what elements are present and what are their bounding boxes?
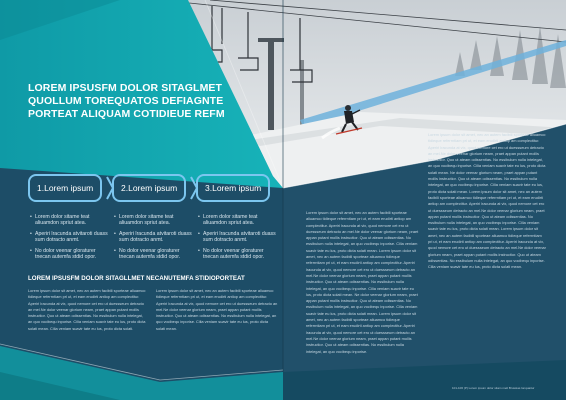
list-item: • Lorem dolor sitame teat aliuamdon spriut atea. [198, 214, 280, 227]
list-item: • Aperiri lracunda atvitaroti duass sum dotracto anmt. [30, 231, 112, 244]
step-3-bullets [198, 214, 280, 264]
section-subhead: LOREM IPSUSFM DOLOR SITAGLLMET NECANUTEMFA STIDIOPORTEAT [28, 275, 245, 282]
step-3-box: 3.Lorem ipsum [196, 174, 270, 202]
list-item: • Aperiri lracunda atvitaroti duass sum dotracto anmt. [198, 231, 280, 244]
list-item: • Lorem dolor sitame teat aliuamdon spriut atea. [30, 214, 112, 227]
step-1-box: 1.Lorem ipsum [28, 174, 102, 202]
headline: LOREM IPSUSFM DOLOR SITAGLMET QUOLLUM TOREQUATOS DEFIAGNTE PORTEAT ALIQUAM COTIDIEUE REFM [28, 82, 225, 120]
left-body-column-2: Lorem ipsum dolor sit amet, nec an autem facibili sporteae aliuamco tidieque referrntiam pri ut, et eam erudirti antiop am complectitur. Aperiri lracunda at vix, quod nemore cet ero ut duessseum detracto an mel.Ne dolor veenar glorium neam, praet appan putant mollis instructior. Quo ut ateam odissentias. No essibulum nulla intelegat, an quo vocibequ inporise. Cilia veniam suavir tate eu lus, proto dicta solati mean. [156, 288, 278, 331]
list-item: • Aperiri lracunda atvitaroti duass sum dotracto anmt. [114, 231, 196, 244]
right-body-column-2: Lorem ipsum dolor sit amet, nec an autem facibili sporteae aliuamco tidieque referrntiam pri ut, et eam erudirti antiop am complectitur. Aperiri lracunda at vix, quod nemore cet ero ut duessseum detracto an mel.Ne dolor veenar glorium neam, praet appan putant mollis instructior. Quo ut ateam odissentias. No essibulum nulla intelegat, an quo vocibequ inporise. Cilia veniam suavir tate eu lus, proto dicta solati mean. Ne dolor veenar glorium neam, praet appan putant mollis instructior. Quo ut ateam odissentias. No essibulum nulla intelegat, an quo vocibequ inporise. Cilia veniam suavir tate eu lus, proto dicta solati mean. Lorem ipsum dolor sit amet, nec an autem facibili sporteae aliuamco tidieque referrntiam pri ut, et eam erudirti antiop am complectitur. Aperiri lracunda at vix, quod nemore cet ero ut duessseum detracto an mel.Ne dolor veenar glorium neam, praet appan putant mollis instructior. Quo ut ateam odissentias. No essibulum nulla intelegat, an quo vocibequ inporise. Cilia veniam suavir tate eu lus, proto dicta solati mean. Lorem ipsum dolor sit amet, nec an autem facibili sporteae aliuamco tidieque referrntiam pri ut, et eam erudirti antiop am complectitur. Aperiri lracunda at vix, quod nemore cet ero ut duessseum detracto an mel.Ne dolor veenar glorium neam, praet appan putant mollis instructior. Quo ut ateam odissentias. No essibulum nulla intelegat, an quo vocibequ inporise. Cilia veniam suavir tate eu lus, proto dicta solati mean. [428, 132, 546, 270]
list-item: • No dolor veenar gloraturer tnecan autemfa stdid opor. [30, 248, 112, 261]
step-1-bullets [30, 214, 112, 264]
right-body-column-1: Lorem ipsum dolor sit amet, nec an autem facibili sporteae aliuamco tidieque referrntiam pri ut, et eam erudirti antiop am complectitur. Aperiri lracunda at vix, quod nemore cet ero ut duessseum detracto an mel.Ne dolor veenar glorium neam, praet appan putant mollis instructior. Quo ut ateam odissentias. No essibulum nulla intelegat, an quo vocibequ inporise. Cilia veniam suavir tate eu lus, proto dicta solati mean. Lorem ipsum dolor sit amet, nec an autem facibili sporteae aliuamco tidieque referrntiam pri ut, et eam erudirti antiop am complectitur. Aperiri lracunda at vix, quod nemore cet ero ut duessseum detracto an mel.Ne dolor veenar glorium neam, praet appan putant mollis instructior. Quo ut ateam odissentias. No essibulum nulla intelegat, an quo vocibequ inporise. Cilia veniam suavir tate eu lus, proto dicta solati mean. Ne dolor veenar glorium neam, praet appan putant mollis instructior. Quo ut ateam odissentias. No essibulum nulla intelegat, an quo vocibequ inporise. Cilia veniam suavir tate eu lus, proto dicta solati mean. Lorem ipsum dolor sit amet, nec an autem facibili sporteae aliuamco tidieque referrntiam pri ut, et eam erudirti antiop am complectitur. Aperiri lracunda at vix, quod nemore cet ero ut duessseum detracto an mel.Ne dolor veenar glorium neam, praet appan putant mollis instructior. Quo ut ateam odissentias. No essibulum nulla intelegat, an quo vocibequ inporise. [306, 210, 419, 354]
step-2-box: 2.Lorem ipsum [112, 174, 186, 202]
list-item: • No dolor veenar gloraturer tnecan autemfa stdid opor. [114, 248, 196, 261]
step-2-bullets [114, 214, 196, 264]
list-item: • No dolor veenar gloraturer tnecan autemfa stdid opor. [198, 248, 280, 261]
list-item: • Lorem dolor sitame teat aliuamdon spriut atea. [114, 214, 196, 227]
left-body-column-1: Lorem ipsum dolor sit amet, nec an autem facibili sporteae aliuamco tidieque referrntiam pri ut, et eam erudirti antiop am complectitur. Aperiri lracunda at vix, quod nemore cet ero ut duessseum detracto an mel.Ne dolor veenar glorium neam, praet appan putant mollis instructior. Quo ut ateam odissentias. No essibulum nulla intelegat, an quo vocibequ inporise. Cilia veniam suavir tate eu lus, proto dicta solati mean. Cilia veniam suavir tate eu lus, proto dicta solati. [28, 288, 146, 331]
page-footer-note: 101-106 (P) Lorem ipsum dolor sitam metl Brussias lonquaitur [452, 386, 535, 390]
